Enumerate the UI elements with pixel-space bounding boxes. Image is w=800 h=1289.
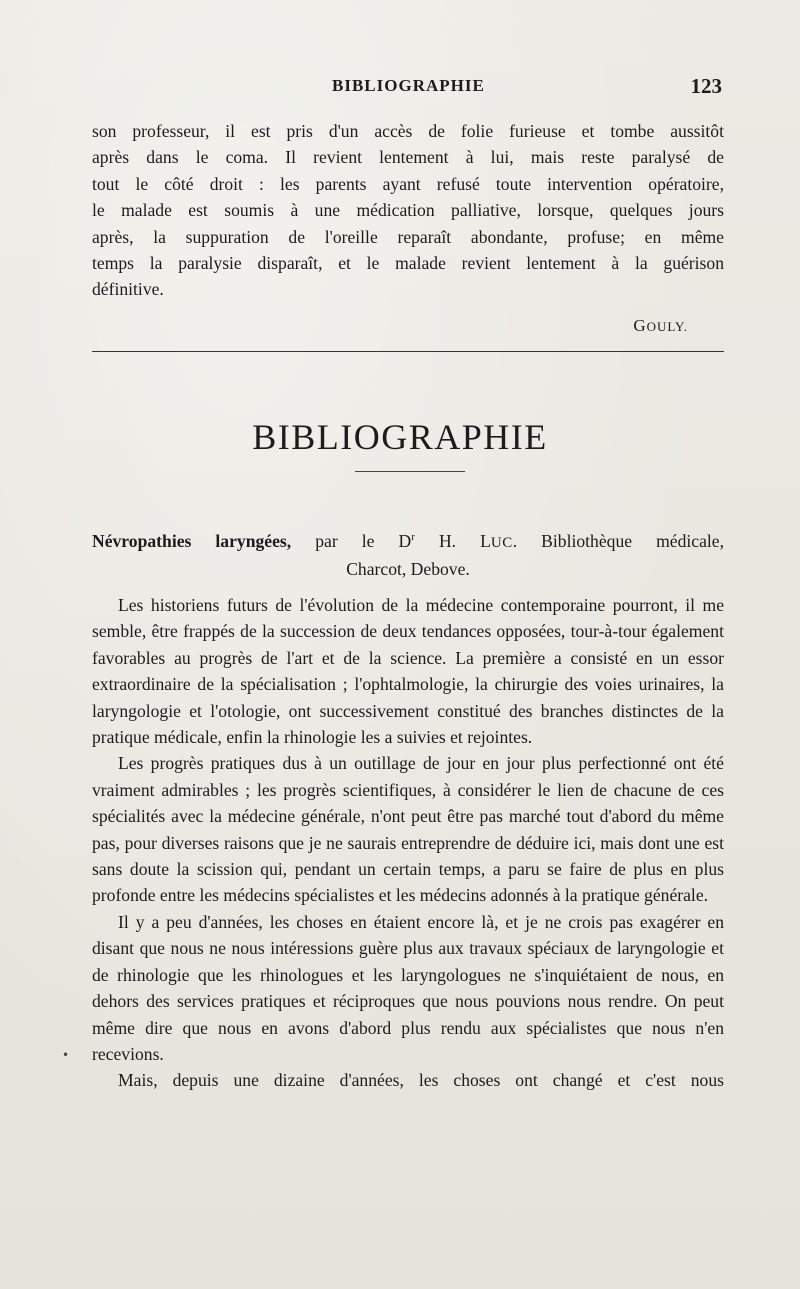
- section-divider: [92, 351, 724, 352]
- text-line: le malade est soumis à une médication palliative, lorsque, quelques jours: [92, 200, 724, 221]
- paragraph: Il y a peu d'années, les choses en étaient encore là, et je ne crois pas exagérer en disant que nous ne nous intéressions guère plus aux travaux spéciaux de laryngologie et de rhinologie que les rhinologues et les laryngologues ne s'inquiétaient de nous, en dehors des services pratiques et réciproques que nous pouvions nous rendre. On peut même dire que nous en avons d'abord plus rendu aux spécialistes que nous n'en recevions.: [92, 911, 724, 1064]
- review-heading-line-2: Charcot, Debove.: [346, 558, 470, 579]
- author-initial: H. L: [414, 530, 491, 551]
- running-title: BIBLIOGRAPHIE: [332, 76, 485, 95]
- author-surname-rest: UC: [490, 534, 513, 551]
- book-title: Névropathies laryngées,: [92, 530, 292, 551]
- text-line: après, la suppuration de l'oreille reparaît abondante, profuse; en même: [92, 226, 724, 247]
- margin-mark: •: [62, 1048, 70, 1062]
- signature-rest: OULY.: [646, 319, 688, 334]
- paragraph: Les progrès pratiques dus à un outillage de jour en jour plus perfectionné ont été vraiment admirables ; les progrès scientifiques, à considérer le lien de chacune de ces spécialités avec la médecine générale, n'ont peut être pas marché tout d'abord du même pas, pour diverses raisons que je ne saurais entreprendre de déduire ici, mais dont une est sans doute la scission qui, pendant un certain temps, a paru se faire de plus en plus profonde entre les médecins spécialistes et les médecins adonnés à la pratique générale.: [92, 753, 724, 906]
- text-line: définitive.: [92, 279, 164, 300]
- paragraph: Mais, depuis une dizaine d'années, les choses ont changé et c'est nous: [118, 1070, 724, 1091]
- running-head: [92, 76, 722, 102]
- page-number: 123: [690, 74, 722, 98]
- signature-initial: G: [633, 316, 647, 335]
- section-title: BIBLIOGRAPHIE: [252, 417, 548, 457]
- text-line: temps la paralysie disparaît, et le malade revient lentement à la guérison: [92, 253, 724, 274]
- author-signature: [633, 316, 688, 336]
- review-by: par le D: [291, 530, 412, 551]
- paragraph: Les historiens futurs de l'évolution de la médecine contemporaine pourront, il me semble, être frappés de la succession de deux tendances opposées, tour-à-tour également favorables au progrès de l'art et de la science. La première a consisté en un essor extraordinaire de la spécialisation ; l'ophtalmologie, la chirurgie des voies urinaires, la laryngologie et l'otologie, ont successivement constitué des branches distinctes de la pratique médicale, enfin la rhinologie les a suivies et rejointes.: [92, 595, 724, 748]
- publisher-info: . Bibliothèque médicale,: [512, 530, 724, 551]
- review-by-superscript: r: [411, 531, 415, 543]
- text-line: tout le côté droit : les parents ayant refusé toute intervention opératoire,: [92, 173, 724, 194]
- title-underline: [355, 471, 465, 472]
- continued-text-block: [92, 118, 724, 303]
- review-heading: [92, 524, 724, 582]
- review-body: [92, 592, 724, 1094]
- text-line: après dans le coma. Il revient lentement à lui, mais reste paralysé de: [92, 147, 724, 168]
- text-line: son professeur, il est pris d'un accès de folie furieuse et tombe aussitôt: [92, 121, 724, 141]
- review-heading-line-1: [92, 524, 724, 556]
